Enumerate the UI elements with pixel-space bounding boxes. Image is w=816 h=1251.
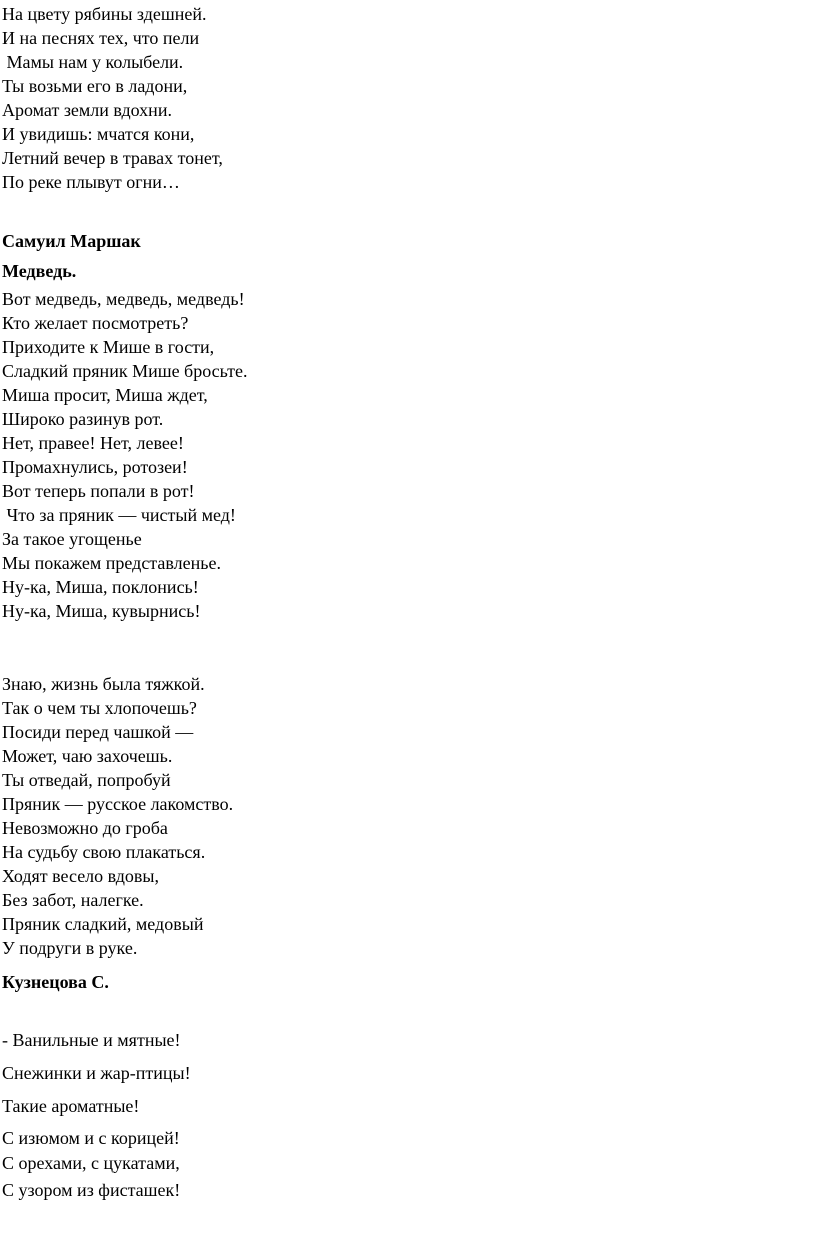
poem-line: Снежинки и жар-птицы! [2, 1063, 191, 1083]
author-name: Самуил Маршак [2, 231, 141, 251]
poem-line: Ну-ка, Миша, кувырнись! [2, 601, 201, 621]
poem-line: Ну-ка, Миша, поклонись! [2, 577, 199, 597]
poem-title-bear [2, 259, 782, 283]
poem-line: Миша просит, Миша ждет, [2, 385, 208, 405]
poem-line: Пряник сладкий, медовый [2, 914, 204, 934]
poem-line: На судьбу свою плакаться. [2, 842, 206, 862]
poem-line: Широко разинув рот. [2, 409, 164, 429]
poem-line: Промахнулись, ротозеи! [2, 457, 188, 477]
poem-line: Сладкий пряник Мише бросьте. [2, 361, 248, 381]
poem-line: Посиди перед чашкой — [2, 722, 194, 742]
poem-stanza-rowan [2, 2, 782, 194]
poem-line: За такое угощенье [2, 529, 142, 549]
poem-line: С узором из фисташек! [2, 1180, 181, 1200]
poem-line: Ты отведай, попробуй [2, 770, 171, 790]
poem-line: По реке плывут огни… [2, 172, 180, 192]
poem-line: Невозможно до гроба [2, 818, 168, 838]
poem-line: Вот теперь попали в рот! [2, 481, 195, 501]
poem-line: Мамы нам у колыбели. [2, 52, 184, 72]
poem-line: Ты возьми его в ладони, [2, 76, 188, 96]
author-heading-marshak [2, 229, 782, 253]
poem-line: У подруги в руке. [2, 938, 138, 958]
poem-line: Нет, правее! Нет, левее! [2, 433, 184, 453]
poem-line: С орехами, с цукатами, [2, 1153, 180, 1173]
poem-title: Медведь. [2, 261, 77, 281]
poem-line: Ходят весело вдовы, [2, 866, 159, 886]
poem-line: Такие ароматные! [2, 1096, 140, 1116]
poem-line: Кто желает посмотреть? [2, 313, 189, 333]
poem-line: Приходите к Мише в гости, [2, 337, 215, 357]
author-heading-kuznetsova [2, 970, 782, 994]
poem-line: И увидишь: мчатся кони, [2, 124, 195, 144]
poem-line: Так о чем ты хлопочешь? [2, 698, 197, 718]
poem-stanza-tea [2, 672, 782, 960]
poem-line: Пряник — русское лакомство. [2, 794, 234, 814]
poem-line: С изюмом и с корицей! [2, 1128, 180, 1148]
poem-body-bear [2, 287, 782, 623]
poem-line: Летний вечер в травах тонет, [2, 148, 223, 168]
poem-line: Знаю, жизнь была тяжкой. [2, 674, 205, 694]
poem-line: И на песнях тех, что пели [2, 28, 200, 48]
poem-line: Мы покажем представленье. [2, 553, 221, 573]
poem-line: Аромат земли вдохни. [2, 100, 172, 120]
poem-line: На цвету рябины здешней. [2, 4, 207, 24]
poem-line: - Ванильные и мятные! [2, 1030, 181, 1050]
poem-line: Вот медведь, медведь, медведь! [2, 289, 245, 309]
poem-line: Может, чаю захочешь. [2, 746, 173, 766]
poem-line: Что за пряник — чистый мед! [2, 505, 236, 525]
author-name: Кузнецова С. [2, 972, 109, 992]
poem-line: Без забот, налегке. [2, 890, 144, 910]
